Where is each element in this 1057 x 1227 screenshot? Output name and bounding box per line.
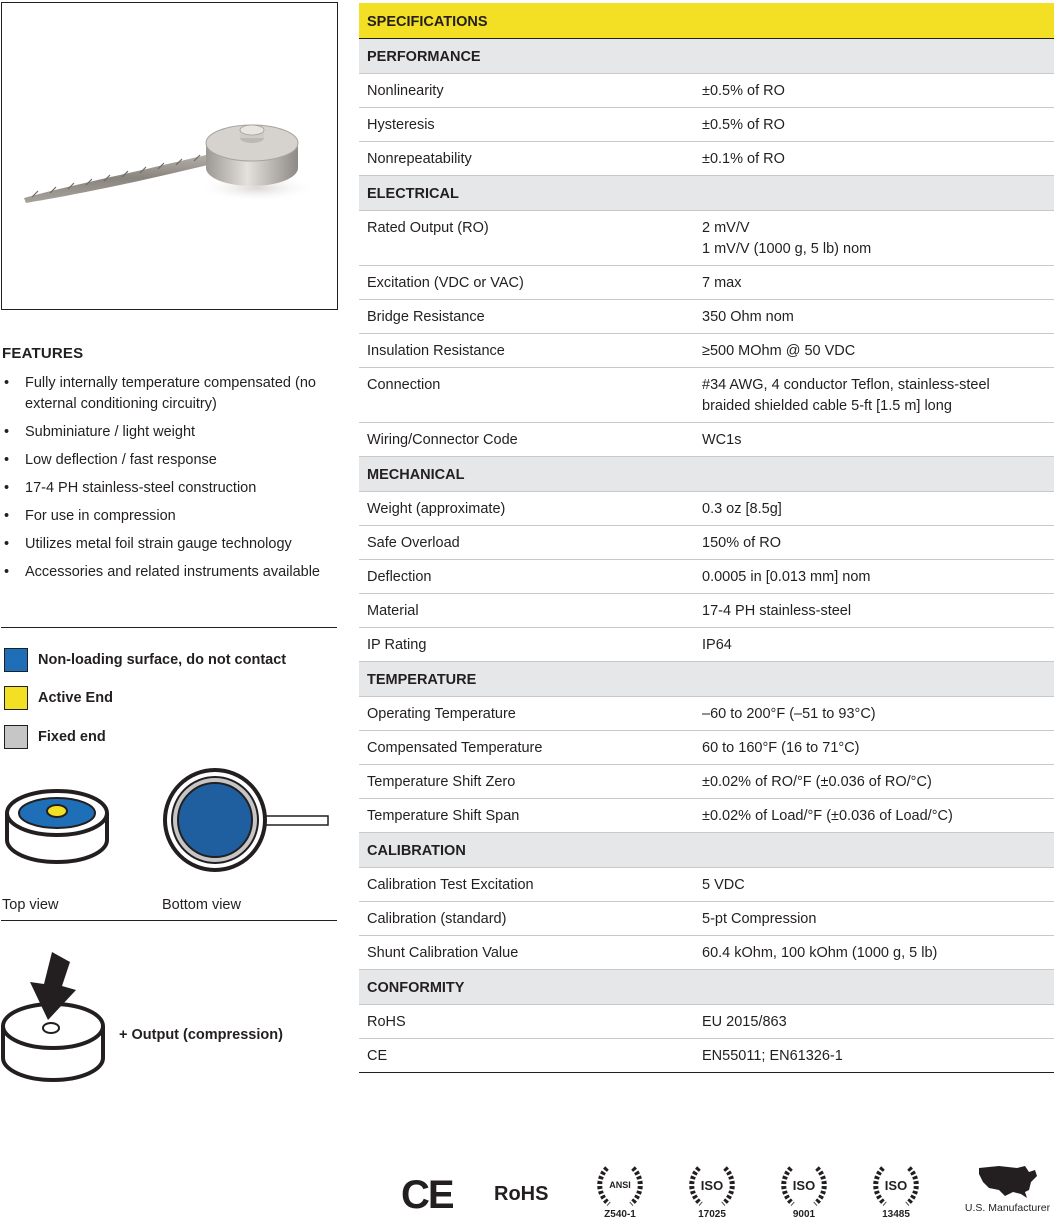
spec-row (359, 696, 1054, 730)
badge-bottom-text: 13485 (882, 1209, 910, 1220)
spec-value: –60 to 200°F (–51 to 93°C) (694, 696, 1054, 730)
spec-value: ≥500 MOhm @ 50 VDC (694, 333, 1054, 367)
feature-item: • Utilizes metal foil strain gauge technology (2, 534, 342, 555)
spec-label: Safe Overload (359, 525, 694, 559)
badge-top-text: ANSI (609, 1180, 631, 1190)
spec-row (359, 141, 1054, 175)
spec-label: Insulation Resistance (359, 333, 694, 367)
badge-top-text: ISO (700, 1178, 724, 1193)
spec-label: Connection (359, 367, 694, 422)
spec-value: ±0.02% of Load/°F (±0.036 of Load/°C) (694, 798, 1054, 832)
spec-value: 0.3 oz [8.5g] (694, 491, 1054, 525)
section-title: PERFORMANCE (359, 38, 1054, 73)
spec-row (359, 593, 1054, 627)
feature-item: • 17-4 PH stainless-steel construction (2, 478, 342, 499)
specifications-table (359, 3, 1054, 1073)
feature-item: • Accessories and related instruments available (2, 562, 342, 583)
badge-top-text: ISO (792, 1178, 816, 1193)
spec-value: ±0.5% of RO (694, 73, 1054, 107)
spec-row (359, 1004, 1054, 1038)
legend-label: Non-loading surface, do not contact (38, 652, 287, 668)
gray-swatch-icon (4, 725, 28, 749)
section-header (359, 969, 1054, 1004)
spec-value-line: 2 mV/V (702, 219, 750, 236)
feature-item: • For use in compression (2, 506, 342, 527)
section-title: ELECTRICAL (359, 175, 1054, 210)
spec-value: IP64 (694, 627, 1054, 661)
laurel-icon (595, 1162, 645, 1208)
spec-label: IP Rating (359, 627, 694, 661)
section-header (359, 456, 1054, 491)
spec-label: Nonrepeatability (359, 141, 694, 175)
section-title: TEMPERATURE (359, 661, 1054, 696)
top-view-caption: Top view (2, 897, 59, 913)
section-header (359, 832, 1054, 867)
spec-value: ±0.5% of RO (694, 107, 1054, 141)
spec-label: Deflection (359, 559, 694, 593)
section-header (359, 175, 1054, 210)
rohs-logo: RoHS (494, 1183, 549, 1205)
badge-bottom-text: 9001 (792, 1209, 816, 1220)
badge-bottom-text: 17025 (698, 1209, 726, 1220)
spec-label: Excitation (VDC or VAC) (359, 265, 694, 299)
spec-label: Weight (approximate) (359, 491, 694, 525)
legend-active-end (4, 686, 113, 710)
spec-row (359, 525, 1054, 559)
divider (1, 627, 337, 628)
spec-row (359, 491, 1054, 525)
specifications-title: SPECIFICATIONS (359, 3, 1054, 38)
load-cell-photo (2, 3, 337, 309)
spec-row (359, 1038, 1054, 1072)
spec-row (359, 422, 1054, 456)
spec-row (359, 210, 1054, 265)
spec-value-line: braided shielded cable 5-ft [1.5 m] long (702, 397, 952, 414)
legend-fixed-end (4, 725, 106, 749)
spec-value: ±0.1% of RO (694, 141, 1054, 175)
spec-label: Operating Temperature (359, 696, 694, 730)
product-photo-frame (1, 2, 338, 310)
spec-value: 60 to 160°F (16 to 71°C) (694, 730, 1054, 764)
spec-row (359, 764, 1054, 798)
spec-label: Calibration (standard) (359, 901, 694, 935)
iso-13485-badge (868, 1162, 924, 1220)
laurel-icon (779, 1162, 829, 1208)
spec-value: EN55011; EN61326-1 (694, 1038, 1054, 1072)
spec-label: Shunt Calibration Value (359, 935, 694, 969)
spec-value-line: #34 AWG, 4 conductor Teflon, stainless-steel (702, 376, 990, 393)
spec-label: Rated Output (RO) (359, 210, 694, 265)
spec-row (359, 901, 1054, 935)
spec-value-line: 1 mV/V (1000 g, 5 lb) nom (702, 240, 872, 257)
usa-map-icon (977, 1162, 1039, 1200)
section-header (359, 661, 1054, 696)
spec-value: EU 2015/863 (694, 1004, 1054, 1038)
spec-row (359, 730, 1054, 764)
spec-value: 17-4 PH stainless-steel (694, 593, 1054, 627)
spec-row (359, 935, 1054, 969)
spec-value: 60.4 kOhm, 100 kOhm (1000 g, 5 lb) (694, 935, 1054, 969)
spec-row (359, 107, 1054, 141)
features-list (2, 373, 342, 590)
top-view-diagram (2, 780, 112, 870)
compression-diagram (0, 948, 110, 1084)
spec-label: Compensated Temperature (359, 730, 694, 764)
legend-label: Active End (38, 690, 113, 706)
spec-label: CE (359, 1038, 694, 1072)
spec-label: Calibration Test Excitation (359, 867, 694, 901)
spec-label: Wiring/Connector Code (359, 422, 694, 456)
spec-value: 5-pt Compression (694, 901, 1054, 935)
spec-row (359, 367, 1054, 422)
yellow-swatch-icon (4, 686, 28, 710)
feature-item: • Low deflection / fast response (2, 450, 342, 471)
spec-label: Temperature Shift Zero (359, 764, 694, 798)
certifications-bar (0, 1160, 1057, 1227)
spec-value (694, 367, 1054, 422)
iso-9001-badge (776, 1162, 832, 1220)
divider (1, 920, 337, 921)
spec-label: Material (359, 593, 694, 627)
spec-value: WC1s (694, 422, 1054, 456)
spec-row (359, 559, 1054, 593)
spec-row (359, 627, 1054, 661)
badge-bottom-text: Z540-1 (604, 1209, 636, 1220)
bottom-view-caption: Bottom view (162, 897, 241, 913)
spec-row (359, 867, 1054, 901)
spec-row (359, 73, 1054, 107)
spec-row (359, 333, 1054, 367)
section-title: MECHANICAL (359, 456, 1054, 491)
ansi-badge (592, 1162, 648, 1220)
laurel-icon (871, 1162, 921, 1208)
spec-value: 7 max (694, 265, 1054, 299)
legend-non-loading (4, 648, 286, 672)
spec-value: 5 VDC (694, 867, 1054, 901)
us-manufacturer-label: U.S. Manufacturer (964, 1202, 1051, 1214)
spec-value: 350 Ohm nom (694, 299, 1054, 333)
output-label: + Output (compression) (119, 1027, 283, 1043)
section-title: CONFORMITY (359, 969, 1054, 1004)
spec-value: 0.0005 in [0.013 mm] nom (694, 559, 1054, 593)
spec-label: Bridge Resistance (359, 299, 694, 333)
spec-label: Temperature Shift Span (359, 798, 694, 832)
spec-value: ±0.02% of RO/°F (±0.036 of RO/°C) (694, 764, 1054, 798)
feature-item: • Fully internally temperature compensated (no external conditioning circuitry) (2, 373, 342, 415)
section-header (359, 38, 1054, 73)
badge-top-text: ISO (884, 1178, 908, 1193)
blue-swatch-icon (4, 648, 28, 672)
spec-row (359, 265, 1054, 299)
laurel-icon (687, 1162, 737, 1208)
spec-value: 150% of RO (694, 525, 1054, 559)
spec-row (359, 798, 1054, 832)
ce-logo: CE (401, 1173, 453, 1217)
us-manufacturer-badge (960, 1162, 1055, 1214)
spec-row (359, 299, 1054, 333)
features-title: FEATURES (2, 345, 84, 362)
legend-label: Fixed end (38, 729, 106, 745)
spec-value (694, 210, 1054, 265)
feature-item: • Subminiature / light weight (2, 422, 342, 443)
section-title: CALIBRATION (359, 832, 1054, 867)
specifications-header (359, 3, 1054, 38)
iso-17025-badge (684, 1162, 740, 1220)
spec-label: Hysteresis (359, 107, 694, 141)
spec-label: RoHS (359, 1004, 694, 1038)
spec-label: Nonlinearity (359, 73, 694, 107)
bottom-view-diagram (162, 767, 334, 873)
